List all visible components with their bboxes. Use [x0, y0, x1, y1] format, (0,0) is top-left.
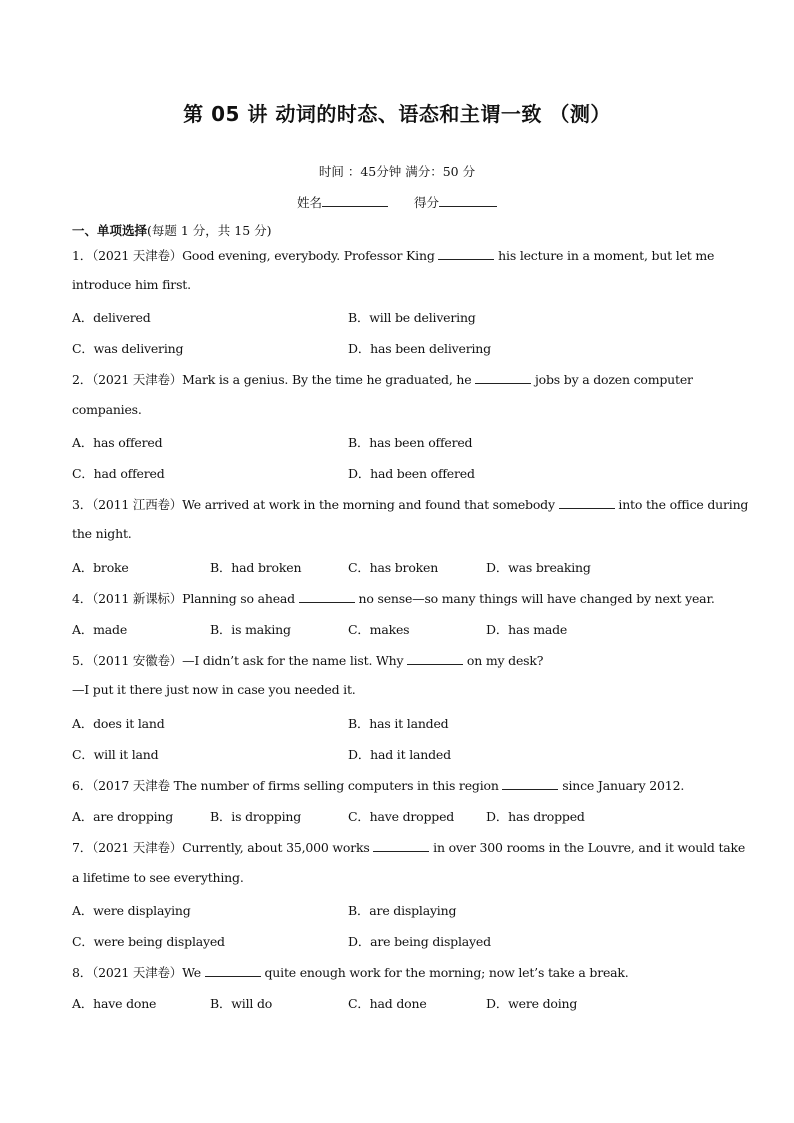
question-6	[72, 776, 684, 794]
question-text: quite enough work for the morning; now let’s take a break.	[260, 965, 629, 980]
option-d[interactable]: D．had been offered	[348, 466, 475, 481]
option-b[interactable]: B．has it landed	[348, 716, 449, 731]
question-text: on my desk?	[463, 653, 544, 668]
section-title: 一、单项选择	[72, 223, 148, 238]
option-b[interactable]: B．has been offered	[348, 435, 473, 450]
option-b[interactable]: B．will do	[210, 996, 273, 1011]
option-d[interactable]: D．were doing	[486, 996, 578, 1011]
page-title: 第 05 讲 动词的时态、语态和主谓一致 （测）	[183, 102, 611, 126]
question-3	[72, 495, 748, 513]
option-d[interactable]: D．has dropped	[486, 809, 585, 824]
question-text: We	[182, 965, 205, 980]
question-number: 7．	[72, 840, 93, 855]
question-number: 3．	[72, 497, 93, 512]
answer-blank	[205, 965, 261, 977]
question-source: （2021 天津卷）	[92, 248, 183, 263]
option-b[interactable]: B．will be delivering	[348, 310, 476, 325]
option-b[interactable]: B．are displaying	[348, 903, 457, 918]
question-source: （2021 天津卷）	[92, 372, 183, 387]
score-label: 得分	[414, 195, 440, 210]
option-a[interactable]: A．does it land	[72, 716, 165, 731]
option-c[interactable]: C．had done	[348, 996, 427, 1011]
score-field[interactable]	[439, 194, 497, 207]
question-text: Mark is a genius. By the time he graduated, he	[182, 372, 476, 387]
question-3-cont: the night.	[72, 526, 132, 541]
question-text: Currently, about 35,000 works	[182, 840, 374, 855]
question-text: his lecture in a moment, but let me	[494, 248, 715, 263]
option-d[interactable]: D．had it landed	[348, 747, 451, 762]
question-text: since January 2012.	[558, 778, 685, 793]
question-number: 8．	[72, 965, 93, 980]
question-text: We arrived at work in the morning and found that somebody	[182, 497, 559, 512]
name-score-row	[0, 193, 794, 211]
question-2-cont: companies.	[72, 402, 142, 417]
option-b[interactable]: B．is dropping	[210, 809, 302, 824]
option-a[interactable]: A．broke	[72, 560, 129, 575]
answer-blank	[475, 372, 531, 384]
question-number: 1．	[72, 248, 93, 263]
option-d[interactable]: D．was breaking	[486, 560, 591, 575]
section-heading	[72, 221, 272, 239]
question-number: 4．	[72, 591, 93, 606]
question-source: （2017 天津卷	[92, 778, 174, 793]
time-info: 时间 ：45分钟 满分：50 分	[318, 164, 476, 179]
option-c[interactable]: C．were being displayed	[72, 934, 225, 949]
question-number: 5．	[72, 653, 93, 668]
option-c[interactable]: C．was delivering	[72, 341, 184, 356]
name-label: 姓名	[296, 195, 322, 210]
option-a[interactable]: A．made	[72, 622, 128, 637]
question-source: （2021 天津卷）	[92, 965, 183, 980]
question-text: in over 300 rooms in the Louvre, and it would take	[429, 840, 746, 855]
option-a[interactable]: A．delivered	[72, 310, 151, 325]
question-1-cont: introduce him first.	[72, 277, 191, 292]
question-5-cont: —I put it there just now in case you needed it.	[72, 682, 356, 697]
question-7	[72, 838, 745, 856]
question-5	[72, 651, 543, 669]
question-number: 6．	[72, 778, 93, 793]
question-number: 2．	[72, 372, 93, 387]
question-4	[72, 589, 715, 607]
answer-blank	[438, 248, 494, 260]
answer-blank	[407, 653, 463, 665]
option-b[interactable]: B．had broken	[210, 560, 302, 575]
question-text: The number of firms selling computers in this region	[173, 778, 503, 793]
option-c[interactable]: C．had offered	[72, 466, 165, 481]
option-d[interactable]: D．has made	[486, 622, 568, 637]
option-c[interactable]: C．have dropped	[348, 809, 455, 824]
option-d[interactable]: D．are being displayed	[348, 934, 491, 949]
question-text: Good evening, everybody. Professor King	[182, 248, 439, 263]
question-source: （2011 安徽卷）	[92, 653, 183, 668]
question-text: jobs by a dozen computer	[531, 372, 693, 387]
question-1	[72, 246, 714, 264]
name-field[interactable]	[322, 194, 388, 207]
option-a[interactable]: A．are dropping	[72, 809, 174, 824]
option-c[interactable]: C．will it land	[72, 747, 159, 762]
option-c[interactable]: C．has broken	[348, 560, 439, 575]
option-b[interactable]: B．is making	[210, 622, 291, 637]
section-note: (每题 1 分，共 15 分)	[147, 223, 272, 238]
option-a[interactable]: A．were displaying	[72, 903, 191, 918]
question-8	[72, 963, 629, 981]
question-7-cont: a lifetime to see everything.	[72, 870, 244, 885]
question-2	[72, 370, 693, 388]
answer-blank	[299, 591, 355, 603]
option-c[interactable]: C．makes	[348, 622, 410, 637]
question-text: no sense—so many things will have changed by next year.	[354, 591, 715, 606]
question-source: （2011 江西卷）	[92, 497, 183, 512]
answer-blank	[559, 497, 615, 509]
option-d[interactable]: D．has been delivering	[348, 341, 491, 356]
question-source: （2011 新课标）	[92, 591, 183, 606]
answer-blank	[373, 840, 429, 852]
question-source: （2021 天津卷）	[92, 840, 183, 855]
answer-blank	[502, 778, 558, 790]
question-text: into the office during	[614, 497, 749, 512]
question-text: —I didn’t ask for the name list. Why	[182, 653, 408, 668]
option-a[interactable]: A．have done	[72, 996, 157, 1011]
question-text: Planning so ahead	[182, 591, 299, 606]
option-a[interactable]: A．has offered	[72, 435, 163, 450]
